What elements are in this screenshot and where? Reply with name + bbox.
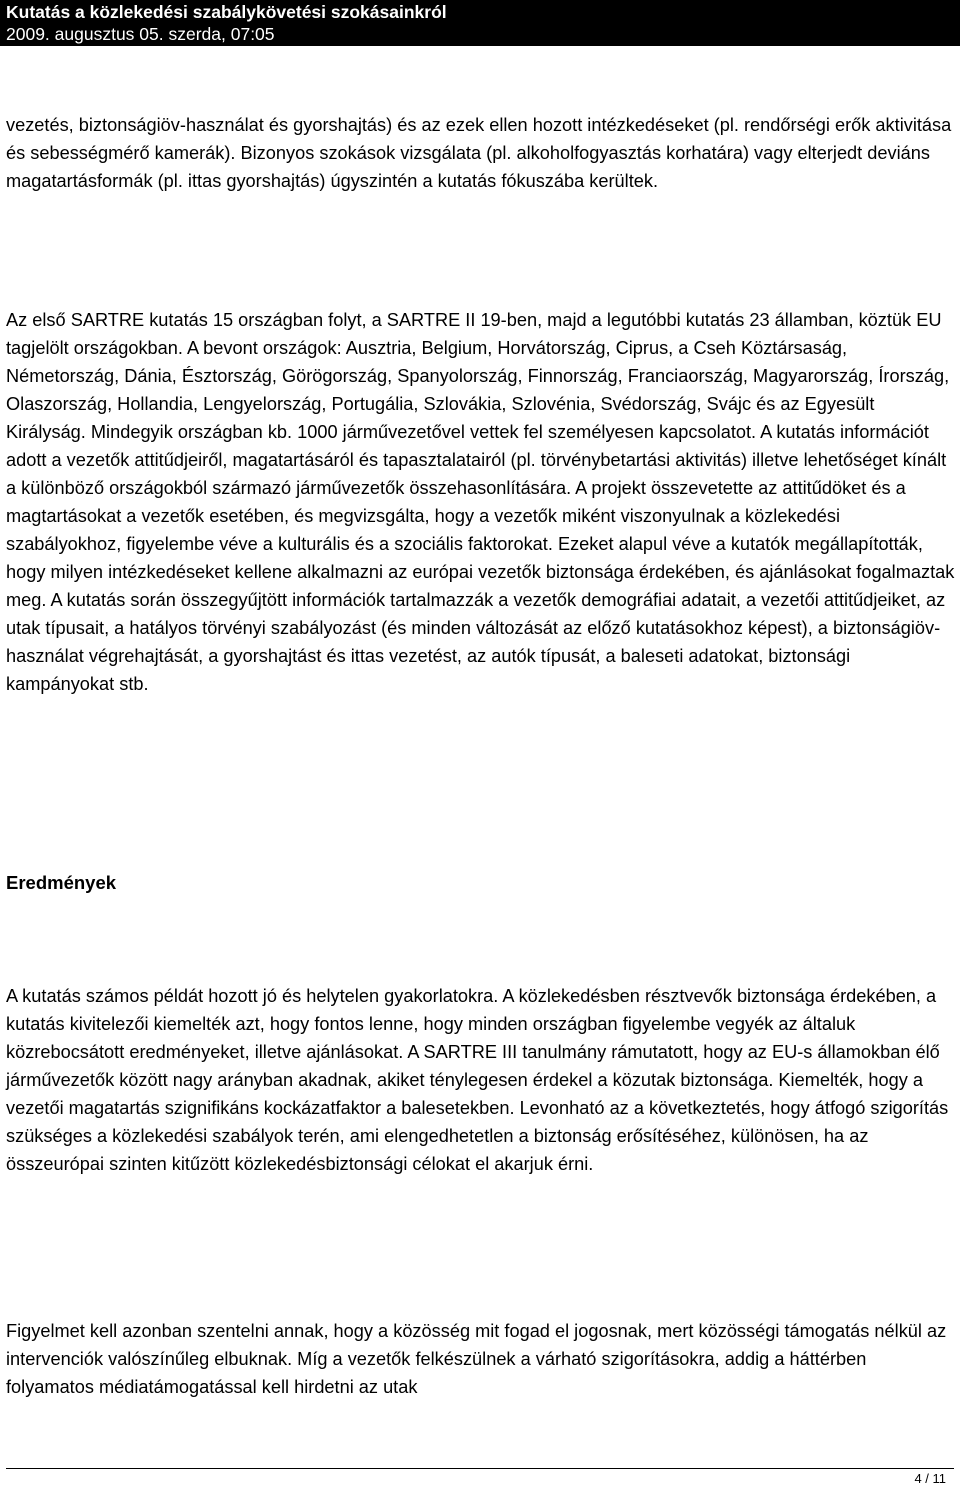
paragraph-sartre-countries: Az első SARTRE kutatás 15 országban folyt, a SARTRE II 19-ben, majd a legutóbbi kutatás 23 államban, köztük EU tagjelölt országokban. A bevont országok: Ausztria, Belgium, Horvátország, Ciprus, a Cseh Köztársaság, Németország, Dánia, Észtország, Görögország, Spanyolország, Finnország, Franciaország, Magyarország, Írország, Olaszország, Hollandia, Lengyelország, Portugália, Szlovákia, Szlovénia, Svédország, Svájc és az Egyesült Királyság. Mindegyik országban kb. 1000 járművezetővel vettek fel személyesen kapcsolatot. A kutatás információt adott a vezetők attitűdjeiről, magatartásáról és tapasztalatairól (pl. törvénybetartási aktivitás) illetve lehetőséget kínált a különböző országokból származó járművezetők összehasonlítására. A projekt összevetette az attitűdöket és a magtartásokat a vezetők esetében, és megvizsgálta, hogy a vezetők miként viszonyulnak a közlekedési szabályokhoz, figyelembe véve a kulturális és a szociális faktorokat. Ezeket alapul véve a kutatók megállapították, hogy milyen intézkedéseket kellene alkalmazni az európai vezetők biztonsága érdekében, és ajánlásokat fogalmaztak meg. A kutatás során összegyűjtött információk tartalmazzák a vezetők demográfiai adatait, a vezetői attitűdjeiket, az utak típusait, a hatályos törvényi szabályozást (és minden változását az előző kutatásokhoz képest), a biztonságiöv-használat végrehajtását, a gyorshajtást és ittas vezetést, az autók típusát, a baleseti adatokat, biztonsági kampányokat stb. — [6, 310, 955, 694]
article-title: Kutatás a közlekedési szabálykövetési szokásainkról — [6, 2, 447, 22]
section-heading-results: Eredmények — [6, 872, 117, 893]
paragraph-community-support: Figyelmet kell azonban szentelni annak, hogy a közösség mit fogad el jogosnak, mert közösségi támogatás nélkül az intervenciók valószínűleg elbuknak. Míg a vezetők felkészülnek a várható szigorításokra, addig a háttérben folyamatos médiatámogatással kell hirdetni az utak — [6, 1321, 947, 1397]
page-number: 4 / 11 — [914, 1471, 946, 1486]
footer-divider — [6, 1468, 954, 1469]
page-header — [0, 0, 960, 46]
paragraph-intro-continued: vezetés, biztonságiöv-használat és gyorshajtás) és az ezek ellen hozott intézkedéseket (pl. rendőrségi erők aktivitása és sebességmérő kamerák). Bizonyos szokások vizsgálata (pl. alkoholfogyasztás korhatára) vagy elterjedt deviáns magatartásformák (pl. ittas gyorshajtás) úgyszintén a kutatás fókuszába kerültek. — [6, 115, 952, 191]
article-date: 2009. augusztus 05. szerda, 07:05 — [6, 24, 275, 44]
paragraph-results: A kutatás számos példát hozott jó és helytelen gyakorlatokra. A közlekedésben résztvevők biztonsága érdekében, a kutatás kivitelezői kiemelték azt, hogy fontos lenne, hogy minden országban figyelembe vegyék az általuk közrebocsátott eredményeket, illetve ajánlásokat. A SARTRE III tanulmány rámutatott, hogy az EU-s államokban élő járművezetők között nagy arányban akadnak, akiket ténylegesen érdekel a közutak biztonsága. Kiemelték, hogy a vezetői magatartás szignifikáns kockázatfaktor a balesetekben. Levonható az a következtetés, hogy átfogó szigorítás szükséges a közlekedési szabályok terén, ami elengedhetetlen a biztonság erősítéséhez, különösen, ha az összeurópai szinten kitűzött közlekedésbiztonsági célokat el akarjuk érni. — [6, 986, 949, 1174]
